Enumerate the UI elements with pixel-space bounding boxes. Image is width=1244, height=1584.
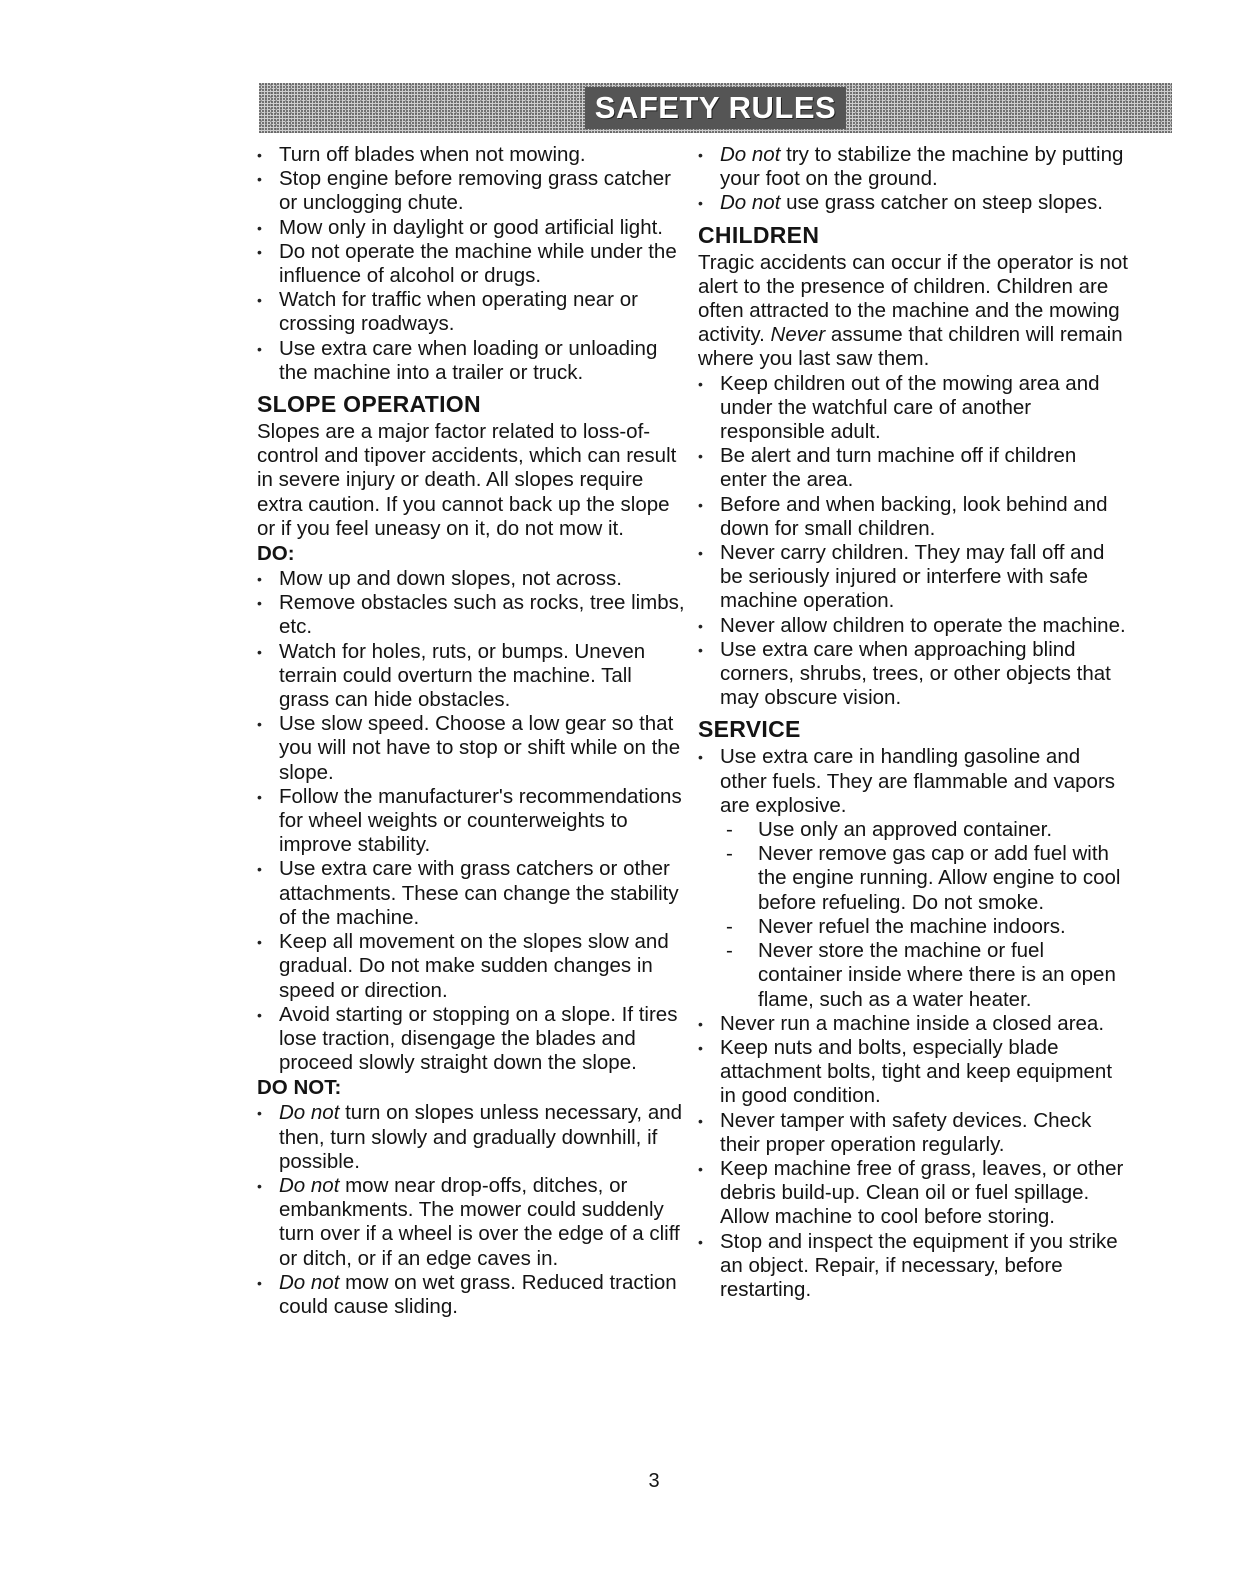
do-not-heading: DO NOT: <box>257 1076 342 1100</box>
list-item: • Keep children out of the mowing area and under the watchful care of another responsible adult. <box>698 372 1128 445</box>
children-paragraph-start: Tragic accidents can occur if the operator is not alert to the presence of children. Children are often attracted to the machine and the mowing activity. <box>698 250 1128 347</box>
list-item: • Watch for holes, ruts, or bumps. Uneven terrain could overturn the machine. Tall grass can hide obstacles. <box>257 640 687 713</box>
emphasis-do-not: Do not <box>279 1270 340 1294</box>
sub-list-item: - Never refuel the machine indoors. <box>698 915 1128 939</box>
list-item: • Use extra care with grass catchers or other attachments. These can change the stability of the machine. <box>257 857 687 930</box>
list-item: • Stop engine before removing grass catcher or unclogging chute. <box>257 167 687 215</box>
list-item: • Never allow children to operate the machine. <box>698 614 1128 638</box>
list-item <box>257 1101 687 1174</box>
list-item <box>698 191 1128 215</box>
page-number: 3 <box>648 1470 660 1492</box>
sub-list-item: - Use only an approved container. <box>698 818 1128 842</box>
page-title: SAFETY RULES <box>585 87 846 129</box>
list-item: • Before and when backing, look behind and down for small children. <box>698 493 1128 541</box>
list-item: • Do not operate the machine while under the influence of alcohol or drugs. <box>257 240 687 288</box>
list-item: • Use slow speed. Choose a low gear so that you will not have to stop or shift while on the slope. <box>257 712 687 785</box>
list-item: • Be alert and turn machine off if children enter the area. <box>698 444 1128 492</box>
children-heading: CHILDREN <box>698 221 820 248</box>
service-heading: SERVICE <box>698 716 801 743</box>
do-not-list <box>257 1101 687 1319</box>
children-paragraph-end: assume that children will remain where you last saw them. <box>698 323 1123 371</box>
do-not-list-continued <box>698 143 1128 216</box>
sub-list-item: - Never remove gas cap or add fuel with the engine running. Allow engine to cool before refueling. Do not smoke. <box>698 842 1128 915</box>
list-item <box>257 1174 687 1271</box>
slope-operation-heading: SLOPE OPERATION <box>257 391 481 418</box>
do-heading: DO: <box>257 542 295 566</box>
emphasis-do-not: Do not <box>279 1101 340 1125</box>
list-item: • Turn off blades when not mowing. <box>257 143 687 167</box>
left-column <box>257 143 687 1319</box>
emphasis-do-not: Do not <box>720 191 781 215</box>
list-item: • Watch for traffic when operating near or crossing roadways. <box>257 288 687 336</box>
list-item <box>257 1271 687 1319</box>
list-item-text: try to stabilize the machine by putting your foot on the ground. <box>720 143 1124 191</box>
children-list <box>698 372 1128 711</box>
slope-operation-paragraph: Slopes are a major factor related to loss-of-control and tipover accidents, which can result in severe injury or death. All slopes require extra caution. If you cannot back up the slope or if you feel uneasy on it, do not mow it. <box>257 420 677 540</box>
emphasis-never: Never <box>770 323 826 347</box>
list-item: • Keep machine free of grass, leaves, or other debris build-up. Clean oil or fuel spillage. Allow machine to cool before storing. <box>698 1157 1128 1230</box>
list-item: • Use extra care when loading or unloading the machine into a trailer or truck. <box>257 337 687 385</box>
list-item-text: use grass catcher on steep slopes. <box>780 191 1103 215</box>
list-item: • Keep all movement on the slopes slow and gradual. Do not make sudden changes in speed or direction. <box>257 930 687 1003</box>
list-item: • Mow up and down slopes, not across. <box>257 567 687 591</box>
list-item: • Use extra care in handling gasoline and other fuels. They are flammable and vapors are explosive. <box>698 745 1128 818</box>
list-item-text: mow near drop-offs, ditches, or embankments. The mower could suddenly turn over if a wheel is over the edge of a cliff or ditch, or if an edge caves in. <box>279 1173 680 1270</box>
list-item <box>698 143 1128 191</box>
right-column <box>698 143 1128 1302</box>
do-list <box>257 567 687 1075</box>
list-item: • Never tamper with safety devices. Check their proper operation regularly. <box>698 1109 1128 1157</box>
service-list <box>698 745 1128 1302</box>
sub-list-item: - Never store the machine or fuel container inside where there is an open flame, such as a water heater. <box>698 939 1128 1012</box>
list-item: • Use extra care when approaching blind corners, shrubs, trees, or other objects that may obscure vision. <box>698 638 1128 711</box>
list-item: • Follow the manufacturer's recommendations for wheel weights or counterweights to improve stability. <box>257 785 687 858</box>
list-item: • Never carry children. They may fall off and be seriously injured or interfere with safe machine operation. <box>698 541 1128 614</box>
list-item: • Mow only in daylight or good artificial light. <box>257 216 687 240</box>
list-item-text: turn on slopes unless necessary, and then, turn slowly and gradually downhill, if possible. <box>279 1101 683 1173</box>
safety-rules-banner <box>259 83 1172 133</box>
list-item: • Remove obstacles such as rocks, tree limbs, etc. <box>257 591 687 639</box>
intro-bullet-list <box>257 143 687 385</box>
emphasis-do-not: Do not <box>279 1173 340 1197</box>
list-item: • Keep nuts and bolts, especially blade attachment bolts, tight and keep equipment in good condition. <box>698 1036 1128 1109</box>
list-item: • Never run a machine inside a closed area. <box>698 1012 1128 1036</box>
list-item-text: mow on wet grass. Reduced traction could cause sliding. <box>279 1270 677 1318</box>
children-paragraph <box>698 251 1128 372</box>
emphasis-do-not: Do not <box>720 143 781 166</box>
list-item: • Avoid starting or stopping on a slope. If tires lose traction, disengage the blades and proceed slowly straight down the slope. <box>257 1003 687 1076</box>
list-item: • Stop and inspect the equipment if you strike an object. Repair, if necessary, before restarting. <box>698 1230 1128 1303</box>
